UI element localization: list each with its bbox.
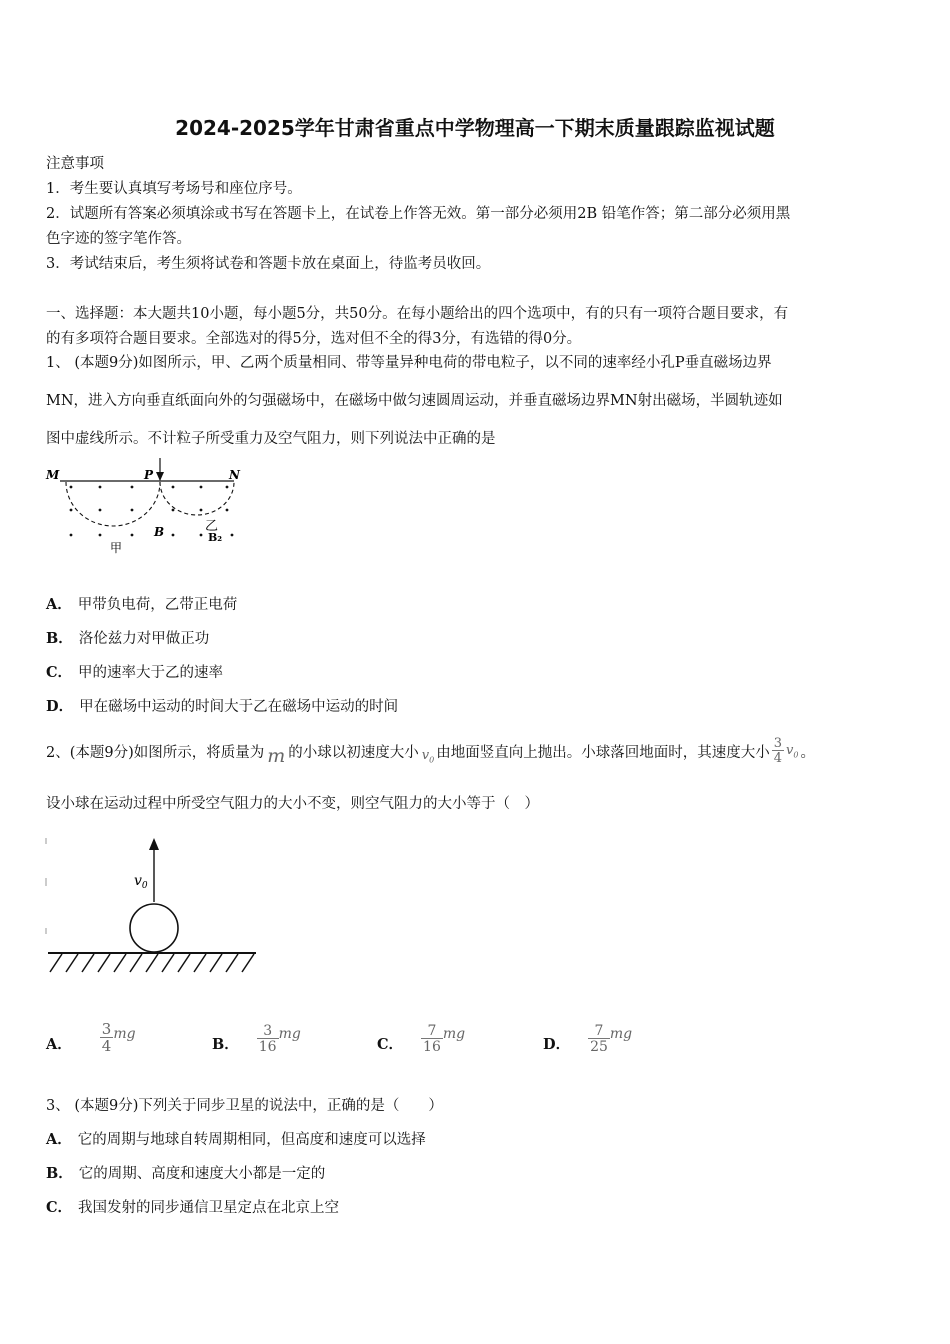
label-b2: B₂: [208, 531, 223, 544]
q2-v0-symbol: $v_0$: [421, 747, 435, 765]
label-p: P: [144, 468, 154, 482]
q2-option-a[interactable]: [46, 1010, 136, 1056]
q2-option-b[interactable]: [212, 1010, 301, 1056]
q2-mass-symbol: m: [267, 745, 286, 767]
q2-part2: 的小球以初速度大小: [288, 744, 419, 761]
notice-item-2-cont: 色字迹的签字笔作答。: [46, 231, 191, 247]
q2-part3: 由地面竖直向上抛出。小球落回地面时，其速度大小: [436, 744, 770, 761]
q1-magnetic-field-figure: [44, 454, 244, 558]
notice-item-3: 3．考试结束后，考生须将试卷和答题卡放在桌面上，待监考员收回。: [46, 256, 491, 272]
option-key: C．: [377, 1036, 404, 1053]
q2-end: 。: [800, 744, 815, 761]
velocity-arrow-head: [149, 838, 159, 850]
ground-hatching: [50, 954, 254, 972]
option-fraction: $\frac{7}{16}$: [423, 1023, 441, 1055]
label-v0: $v_0$: [134, 873, 148, 891]
q2-stem-line1: [46, 728, 815, 774]
q3-option-b[interactable]: [46, 1162, 325, 1183]
entry-arrow-head: [156, 472, 164, 481]
option-key: C．: [46, 1199, 73, 1216]
page-title: 2024-2025学年甘肃省重点中学物理高一下期末质量跟踪监视试题: [175, 116, 775, 140]
q2-stem-line2: 设小球在运动过程中所受空气阻力的大小不变，则空气阻力的大小等于（ ）: [46, 796, 539, 812]
q3-option-c[interactable]: [46, 1196, 339, 1217]
option-fraction: $\frac{3}{4}$: [101, 1020, 112, 1055]
option-key: D．: [46, 698, 74, 715]
option-key: D．: [543, 1036, 571, 1053]
q1-stem-line1: 1、 (本题9分)如图所示，甲、乙两个质量相同、带等量异种电荷的带电粒子，以不同的速率经小孔P垂直磁场边界: [46, 355, 772, 371]
notice-heading: 注意事项: [46, 156, 104, 172]
q1-stem-line2: MN，进入方向垂直纸面向外的匀强磁场中，在磁场中做匀速圆周运动，并垂直磁场边界MN射出磁场，半圆轨迹如: [46, 393, 783, 409]
q1-stem-line3: 图中虚线所示。不计粒子所受重力及空气阻力，则下列说法中正确的是: [46, 431, 496, 447]
option-unit: mg: [278, 1026, 301, 1042]
option-text: 甲带负电荷，乙带正电荷: [77, 597, 238, 613]
option-key: A．: [46, 596, 72, 613]
q2-speed-fraction: $\frac{3}{4}$: [773, 736, 783, 766]
option-text: 它的周期、高度和速度大小都是一定的: [78, 1166, 326, 1182]
option-fraction: $\frac{3}{16}$: [258, 1023, 277, 1055]
option-key: A．: [46, 1036, 72, 1053]
label-b: B: [154, 525, 165, 539]
option-text: 甲在磁场中运动的时间大于乙在磁场中运动的时间: [79, 699, 399, 715]
q1-option-a[interactable]: [46, 593, 237, 614]
option-key: B．: [212, 1036, 239, 1053]
path-jia: [66, 482, 160, 526]
option-text: 甲的速率大于乙的速率: [78, 665, 224, 681]
q3-stem: 3、 (本题9分)下列关于同步卫星的说法中，正确的是（ ）: [46, 1098, 443, 1114]
q1-option-b[interactable]: [46, 627, 209, 648]
option-key: A．: [46, 1131, 72, 1148]
option-unit: mg: [609, 1026, 633, 1042]
option-key: B．: [46, 630, 73, 647]
option-key: C．: [46, 664, 73, 681]
section-instructions-line2: 的有多项符合题目要求。全部选对的得5分，选对但不全的得3分，有选错的得0分。: [46, 331, 582, 347]
option-fraction: $\frac{7}{25}$: [590, 1023, 608, 1055]
label-yi: 乙: [205, 519, 219, 534]
notice-item-2: 2．试题所有答案必须填涂或书写在答题卡上，在试卷上作答无效。第一部分必须用2B 铅笔作答；第二部分必须用黑: [46, 206, 791, 222]
path-yi: [160, 482, 234, 515]
q2-part1: 2、(本题9分)如图所示，将质量为: [46, 744, 265, 761]
q2-option-d[interactable]: [543, 1010, 632, 1056]
option-unit: mg: [442, 1026, 466, 1042]
option-unit: mg: [113, 1026, 136, 1042]
label-m: M: [46, 468, 60, 482]
q2-v0-symbol-2: $v_0$: [786, 742, 799, 760]
label-n: N: [229, 468, 240, 482]
option-text: 洛伦兹力对甲做正功: [78, 631, 210, 647]
option-text: 它的周期与地球自转周期相同，但高度和速度可以选择: [77, 1132, 426, 1148]
label-jia: 甲: [110, 541, 123, 555]
section-instructions-line1: 一、选择题：本大题共10小题，每小题5分，共50分。在每小题给出的四个选项中，有的只有一项符合题目要求，有: [46, 306, 789, 322]
option-key: B．: [46, 1165, 73, 1182]
q2-option-c[interactable]: [377, 1010, 465, 1056]
q1-option-c[interactable]: [46, 661, 223, 682]
q2-ball-figure: [44, 828, 260, 978]
option-text: 我国发射的同步通信卫星定点在北京上空: [78, 1200, 340, 1216]
ball: [130, 904, 178, 952]
q1-option-d[interactable]: [46, 695, 398, 716]
notice-item-1: 1．考生要认真填写考场号和座位序号。: [46, 181, 302, 197]
q3-option-a[interactable]: [46, 1128, 426, 1149]
